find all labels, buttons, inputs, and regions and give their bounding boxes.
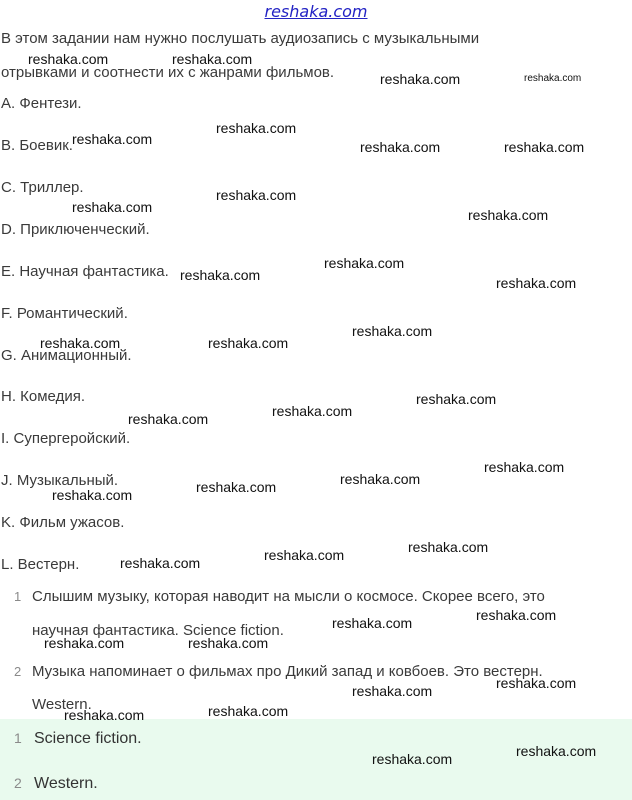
watermark: reshaka.com — [120, 555, 201, 571]
final-answer-1 — [14, 729, 142, 748]
final-answers-box — [0, 719, 632, 800]
explanation-1 — [14, 588, 545, 606]
genre-h: H. Комедия. — [1, 388, 85, 405]
genre-g: G. Анимационный. — [1, 347, 132, 364]
watermark: reshaka.com — [180, 267, 261, 283]
watermark: reshaka.com — [40, 335, 121, 351]
watermark: reshaka.com — [324, 255, 405, 271]
explanation-number: 1 — [14, 589, 22, 604]
final-answer-text: Science fiction. — [34, 730, 142, 747]
watermark: reshaka.com — [272, 403, 353, 419]
explanation-text: Слышим музыку, которая наводит на мысли о космосе. Скорее всего, это — [32, 588, 545, 605]
watermark: reshaka.com — [408, 539, 489, 555]
explanation-number: 2 — [14, 664, 22, 679]
watermark: reshaka.com — [72, 131, 153, 147]
watermark: reshaka.com — [340, 471, 421, 487]
watermark: reshaka.com — [496, 675, 577, 691]
site-title-link[interactable]: reshaka.com — [264, 2, 368, 21]
final-answer-text: Western. — [34, 775, 98, 792]
watermark: reshaka.com — [504, 139, 585, 155]
genre-c: C. Триллер. — [1, 179, 84, 196]
final-answer-number: 2 — [14, 775, 22, 791]
watermark: reshaka.com — [524, 73, 582, 84]
genre-f: F. Романтический. — [1, 305, 128, 322]
watermark: reshaka.com — [72, 199, 153, 215]
explanation-2-cont: Western. — [32, 696, 92, 713]
watermark: reshaka.com — [128, 411, 209, 427]
explanation-2 — [14, 663, 543, 681]
watermark: reshaka.com — [264, 547, 345, 563]
genre-k: K. Фильм ужасов. — [1, 514, 125, 531]
watermark: reshaka.com — [216, 120, 297, 136]
watermark: reshaka.com — [52, 487, 133, 503]
watermark: reshaka.com — [476, 607, 557, 623]
watermark: reshaka.com — [64, 707, 145, 723]
explanation-1-cont: научная фантастика. Science fiction. — [32, 622, 284, 639]
final-answer-2 — [14, 774, 98, 793]
watermark: reshaka.com — [196, 479, 277, 495]
watermark: reshaka.com — [208, 335, 289, 351]
genre-l: L. Вестерн. — [1, 556, 80, 573]
genre-i: I. Супергеройский. — [1, 430, 131, 447]
watermark: reshaka.com — [484, 459, 565, 475]
watermark: reshaka.com — [188, 635, 269, 651]
genre-a: A. Фентези. — [1, 95, 82, 112]
watermark: reshaka.com — [216, 187, 297, 203]
watermark: reshaka.com — [372, 751, 453, 767]
watermark: reshaka.com — [360, 139, 441, 155]
genre-d: D. Приключенческий. — [1, 221, 150, 238]
genre-b: B. Боевик. — [1, 137, 73, 154]
watermark: reshaka.com — [352, 683, 433, 699]
watermark: reshaka.com — [332, 615, 413, 631]
final-answer-number: 1 — [14, 730, 22, 746]
watermark: reshaka.com — [468, 207, 549, 223]
watermark: reshaka.com — [516, 743, 597, 759]
intro-line-2: отрывками и соотнести их с жанрами фильмов. — [1, 64, 335, 81]
genre-e: E. Научная фантастика. — [1, 263, 169, 280]
watermark: reshaka.com — [208, 703, 289, 719]
explanation-text: Музыка напоминает о фильмах про Дикий запад и ковбоев. Это вестерн. — [32, 663, 543, 680]
watermark: reshaka.com — [44, 635, 125, 651]
watermark: reshaka.com — [352, 323, 433, 339]
watermark: reshaka.com — [496, 275, 577, 291]
watermark: reshaka.com — [416, 391, 497, 407]
watermark: reshaka.com — [380, 71, 461, 87]
watermark: reshaka.com — [28, 51, 109, 67]
genre-j: J. Музыкальный. — [1, 472, 119, 489]
intro-line-1: В этом задании нам нужно послушать аудиозапись с музыкальными — [1, 30, 480, 47]
watermark: reshaka.com — [172, 51, 253, 67]
